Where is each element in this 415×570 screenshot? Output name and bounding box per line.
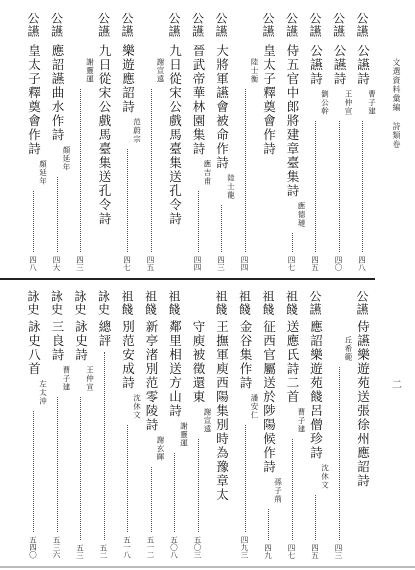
toc-category: 詠史 xyxy=(26,290,40,316)
toc-author: 曹子建 xyxy=(62,366,71,392)
toc-entry-title: 九日從宋公戲馬臺集送孔令詩 xyxy=(97,44,112,226)
toc-author: 謝靈運 xyxy=(85,58,95,84)
toc-category: 詠史 xyxy=(73,290,87,316)
book-title: 文選資料彙編 xyxy=(392,58,401,112)
dot-leader xyxy=(33,191,34,252)
toc-author: 謝宣遠 xyxy=(156,58,165,84)
toc-category: 公讌 xyxy=(26,12,40,38)
dot-leader xyxy=(245,89,246,252)
toc-author: 謝玄暉 xyxy=(156,436,165,462)
toc-author: 顏延年 xyxy=(62,146,71,172)
toc-entry-title: 公讌詩 xyxy=(308,44,324,86)
toc-category: 祖餞 xyxy=(214,290,228,316)
dot-leader xyxy=(221,205,222,252)
toc-page-number: 四七 xyxy=(287,544,296,559)
bottom-edge-rule xyxy=(0,566,415,568)
dot-leader xyxy=(292,439,293,540)
toc-entry-title: 大將軍讌會被命作詩 xyxy=(214,44,230,170)
toc-category: 詠史 xyxy=(96,290,111,316)
toc-entry-title: 詠史八首 xyxy=(26,320,42,376)
toc-entry-title: 守庾被徵還東 xyxy=(191,320,206,404)
toc-page-number: 四大 xyxy=(52,256,61,271)
toc-page-number: 四四 xyxy=(193,256,202,271)
toc-author: 左太沖 xyxy=(38,380,48,406)
toc-page-number: 四三 xyxy=(216,256,226,271)
dot-leader xyxy=(339,121,340,252)
toc-category: 公讌 xyxy=(284,12,299,38)
toc-page-number: 四四 xyxy=(240,256,249,271)
dot-leader xyxy=(57,397,58,532)
toc-entry-title: 皇太子釋奠會作詩 xyxy=(26,44,42,156)
toc-page-number: 五〇八 xyxy=(169,536,179,559)
page-number: 二 xyxy=(392,380,402,391)
toc-entry-title: 皇太子釋奠會作詩 xyxy=(261,44,277,156)
toc-page-number: 四三 xyxy=(75,256,85,271)
dot-leader xyxy=(339,367,340,540)
toc-entry-title: 新亭渚別范零陵詩 xyxy=(144,320,159,432)
toc-author: 曹子建 xyxy=(367,90,377,116)
toc-category: 祖餞 xyxy=(261,290,275,316)
toc-author: 謝宣遠 xyxy=(203,408,212,434)
toc-category: 公讌 xyxy=(308,12,322,38)
toc-entry-title: 鄰里相送方山詩 xyxy=(167,320,183,418)
toc-page-number: 五三六 xyxy=(52,536,61,559)
toc-page-number: 五三 xyxy=(75,544,85,559)
toc-page-number: 四五 xyxy=(310,256,320,271)
toc-entry-title: 三良詩 xyxy=(50,320,65,362)
toc-author: 劉公幹 xyxy=(320,90,330,116)
toc-entry-title: 金谷集作詩 xyxy=(238,320,253,390)
running-header xyxy=(392,58,400,149)
dot-leader xyxy=(174,453,175,532)
toc-entry-title: 公讌詩 xyxy=(355,44,371,86)
toc-entry-title: 應詔樂遊苑餞呂僧珍詩 xyxy=(308,320,324,460)
toc-page-number: 四七 xyxy=(122,256,132,271)
dot-leader xyxy=(268,509,269,540)
section-divider xyxy=(0,278,375,280)
toc-category: 詠史 xyxy=(49,290,64,316)
toc-entry-title: 總評 xyxy=(97,320,112,348)
toc-category: 祖餞 xyxy=(143,290,158,316)
toc-category: 祖餞 xyxy=(284,290,299,316)
toc-author: 曹子建 xyxy=(297,408,306,434)
toc-entry-title: 詠史詩 xyxy=(73,320,89,362)
toc-entry-title: 公讌詩 xyxy=(332,44,347,86)
toc-category: 公讌 xyxy=(214,12,228,38)
toc-author: 孫子荊 xyxy=(273,478,283,504)
volume-title: 詩類卷 xyxy=(392,122,401,149)
dot-leader xyxy=(33,411,34,532)
toc-page-number: 四九三 xyxy=(240,536,249,559)
toc-page-number: 四八 xyxy=(357,256,367,271)
toc-category: 公讌 xyxy=(355,12,369,38)
toc-author: 應吉甫 xyxy=(203,160,212,186)
toc-author: 顏延年 xyxy=(38,160,48,186)
toc-entry-title: 侍五官中郎將建章臺集詩 xyxy=(285,44,300,198)
dot-leader xyxy=(127,425,128,532)
toc-category: 公讌 xyxy=(120,12,134,38)
toc-category: 公讌 xyxy=(167,12,181,38)
dot-leader xyxy=(80,397,81,540)
toc-author: 陸士衡 xyxy=(250,58,259,84)
toc-entry-title: 王撫軍庾西陽集別時為豫章太 xyxy=(214,320,230,502)
dot-leader xyxy=(198,191,199,252)
toc-entry-title: 征西官屬送於陟陽候作詩 xyxy=(261,320,277,474)
toc-category: 祖餞 xyxy=(120,290,134,316)
dot-leader xyxy=(151,89,152,252)
toc-page-number: 四九 xyxy=(263,544,273,559)
dot-leader xyxy=(362,121,363,252)
toc-author: 王仲宣 xyxy=(344,90,353,116)
toc-category: 公讌 xyxy=(261,12,275,38)
toc-entry-title: 送應氏詩二首 xyxy=(285,320,300,404)
toc-category: 祖餞 xyxy=(237,290,252,316)
toc-author: 陸士龍 xyxy=(226,174,236,200)
toc-page-number: 五二 xyxy=(99,544,108,559)
toc-page-number: 四五 xyxy=(146,256,155,271)
toc-category: 祖餞 xyxy=(167,290,181,316)
toc-page-number: 四〇 xyxy=(334,256,343,271)
dot-leader xyxy=(151,467,152,532)
toc-page-number: 五一八 xyxy=(122,536,132,559)
toc-page-number: 四七 xyxy=(287,256,296,271)
toc-author: 沈休文 xyxy=(320,464,330,490)
toc-author: 范蔚宗 xyxy=(132,118,142,144)
toc-page-number: 四三 xyxy=(334,544,343,559)
toc-category: 公讌 xyxy=(355,290,369,316)
toc-category: 公讌 xyxy=(190,12,205,38)
dot-leader xyxy=(104,352,105,540)
dot-leader xyxy=(245,425,246,532)
dot-leader xyxy=(127,149,128,252)
toc-page-number: 五四〇 xyxy=(28,536,38,559)
toc-entry-title: 九日從宋公戲馬臺集送孔令詩 xyxy=(167,44,183,226)
dot-leader xyxy=(80,89,81,252)
toc-page-number: 四八 xyxy=(28,256,38,271)
toc-author: 沈休文 xyxy=(132,394,142,420)
toc-entry-title: 晉武帝華林園集詩 xyxy=(191,44,206,156)
dot-leader xyxy=(198,439,199,532)
dot-leader xyxy=(315,121,316,252)
toc-author: 王仲宣 xyxy=(85,366,95,392)
toc-category: 公讌 xyxy=(331,12,346,38)
toc-category: 公讌 xyxy=(49,12,64,38)
toc-category: 公讌 xyxy=(308,290,322,316)
toc-entry-title: 侍讌樂遊苑送張徐州應詔詩 xyxy=(355,320,371,488)
toc-page-number: 五〇三 xyxy=(193,536,202,559)
toc-category: 公讌 xyxy=(96,12,111,38)
toc-page-number: 四五 xyxy=(310,544,320,559)
dot-leader xyxy=(57,177,58,252)
toc-entry-title: 樂遊應詔詩 xyxy=(120,44,136,114)
dot-leader xyxy=(315,495,316,540)
toc-author: 丘希範 xyxy=(344,336,353,362)
toc-entry-title: 應詔讌曲水作詩 xyxy=(50,44,65,142)
toc-author: 應德璉 xyxy=(297,202,306,228)
dot-leader xyxy=(292,233,293,252)
toc-author: 謝靈運 xyxy=(179,422,189,448)
toc-entry-title: 別范安成詩 xyxy=(120,320,136,390)
toc-author: 潘安仁 xyxy=(250,394,259,420)
toc-page-number: 五一二 xyxy=(146,536,155,559)
